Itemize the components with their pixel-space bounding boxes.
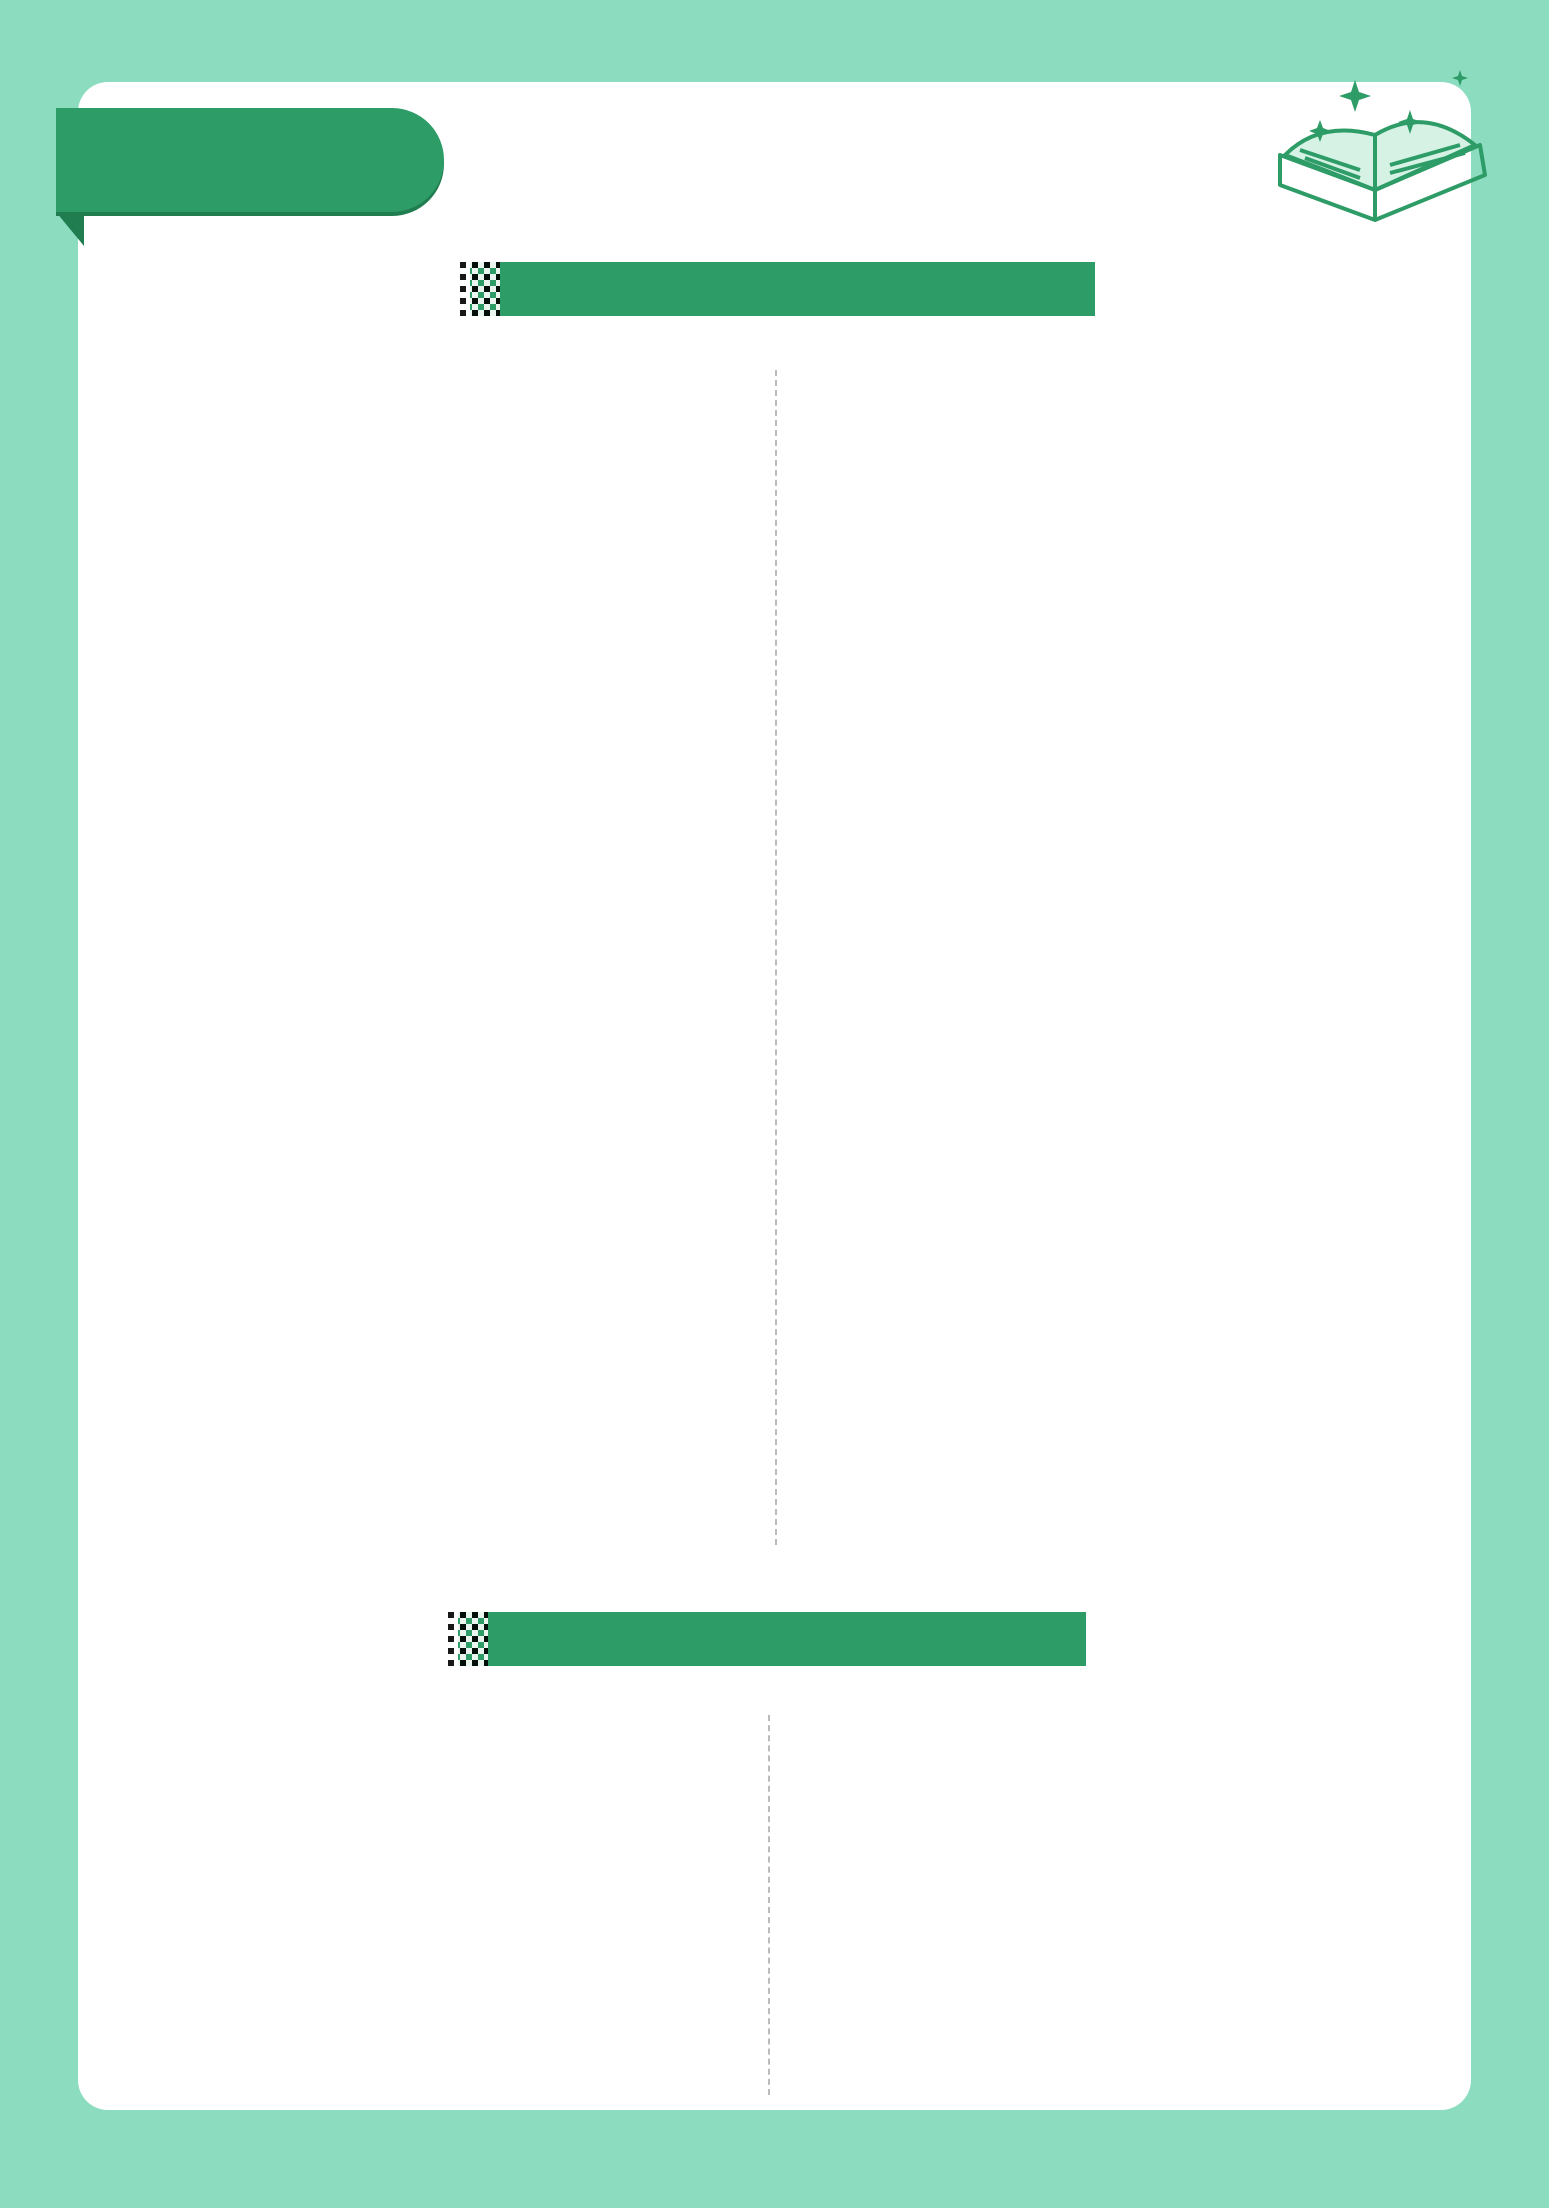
theme-two-banner <box>458 1612 1086 1666</box>
checker-decoration <box>460 262 500 316</box>
theme-one-banner <box>470 262 1095 316</box>
title-tab <box>56 108 444 212</box>
column-divider <box>768 1715 770 2095</box>
open-book-icon <box>1260 60 1500 235</box>
column-divider <box>775 370 777 1545</box>
checker-decoration <box>448 1612 488 1666</box>
